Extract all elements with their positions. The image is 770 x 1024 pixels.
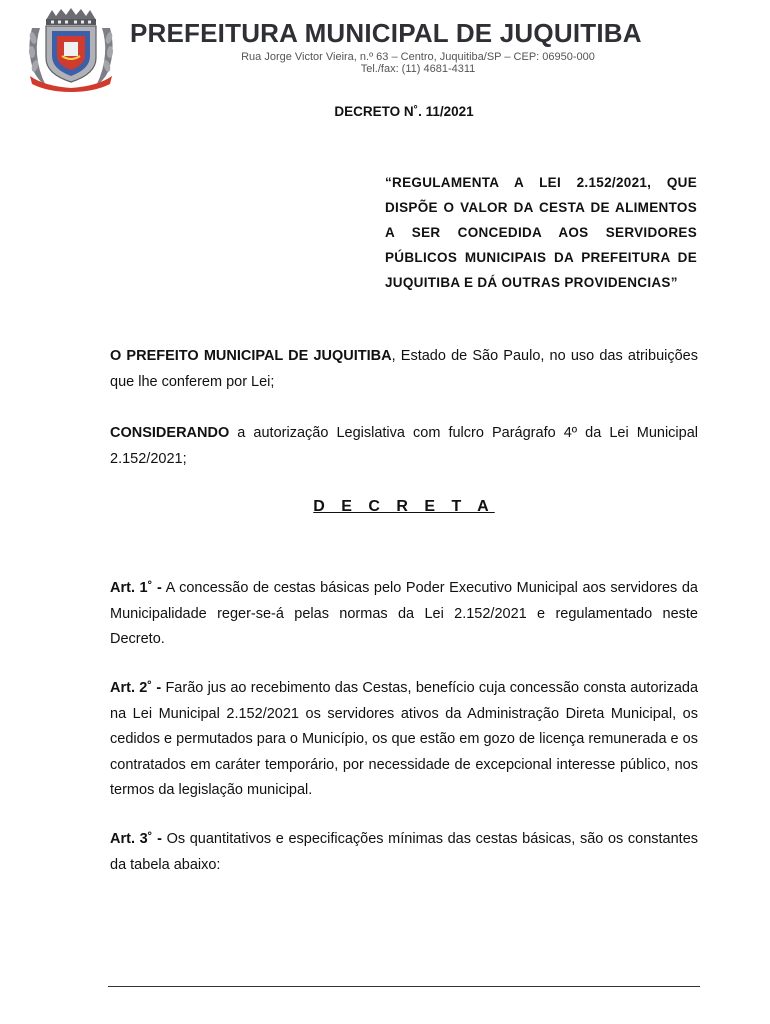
footer-divider: [108, 986, 700, 987]
article-3-label: Art. 3˚ -: [110, 831, 162, 847]
decree-number: DECRETO N˚. 11/2021: [334, 104, 474, 119]
decreta-heading: D E C R E T A: [313, 498, 495, 515]
decree-ementa: “REGULAMENTA A LEI 2.152/2021, QUE DISPÕE O VALOR DA CESTA DE ALIMENTOS A SER CONCEDIDA AOS SERVIDORES PÚBLICOS MUNICIPAIS DA PREFEITURA DE JUQUITIBA E DÁ OUTRAS PROVIDENCIAS”: [385, 175, 697, 290]
article-2-text: Farão jus ao recebimento das Cestas, benefício cuja concessão consta autorizada na Lei Municipal 2.152/2021 os servidores ativos da Administração Direta Municipal, os cedidos e permutados para o Município, os que estão em gozo de licença remunerada e os contratados em caráter temporário, por necessidade de excepcional interesse público, nos termos da legislação municipal.: [110, 680, 699, 798]
preamble-considering-bold: CONSIDERANDO: [110, 425, 230, 441]
preamble-mayor: [110, 344, 698, 395]
municipal-coat-of-arms-icon: [24, 6, 118, 92]
preamble-mayor-text: , Estado de São Paulo, no uso das atribuições que lhe conferem por Lei;: [110, 348, 698, 390]
article-3: [110, 827, 698, 878]
article-1-text: A concessão de cestas básicas pelo Poder Executivo Municipal aos servidores da Municipalidade reger-se-á pelas normas da Lei 2.152/2021 e regulamentado neste Decreto.: [110, 580, 698, 647]
header-phone: Tel./fax: (11) 4681-4311: [360, 63, 476, 75]
preamble-mayor-bold: O PREFEITO MUNICIPAL DE JUQUITIBA: [110, 348, 392, 364]
preamble-considering-text: a autorização Legislativa com fulcro Parágrafo 4º da Lei Municipal 2.152/2021;: [110, 425, 698, 467]
header-title: PREFEITURA MUNICIPAL DE JUQUITIBA: [130, 18, 642, 48]
article-3-text: Os quantitativos e especificações mínimas das cestas básicas, são os constantes da tabela abaixo:: [110, 831, 699, 873]
header-address: Rua Jorge Victor Vieira, n.º 63 – Centro, Juquitiba/SP – CEP: 06950-000: [241, 51, 595, 63]
article-1: [110, 576, 698, 653]
article-2-label: Art. 2˚ -: [110, 680, 162, 696]
preamble-considering: [110, 421, 698, 472]
article-1-label: Art. 1˚ -: [110, 580, 162, 596]
article-2: [110, 676, 698, 804]
